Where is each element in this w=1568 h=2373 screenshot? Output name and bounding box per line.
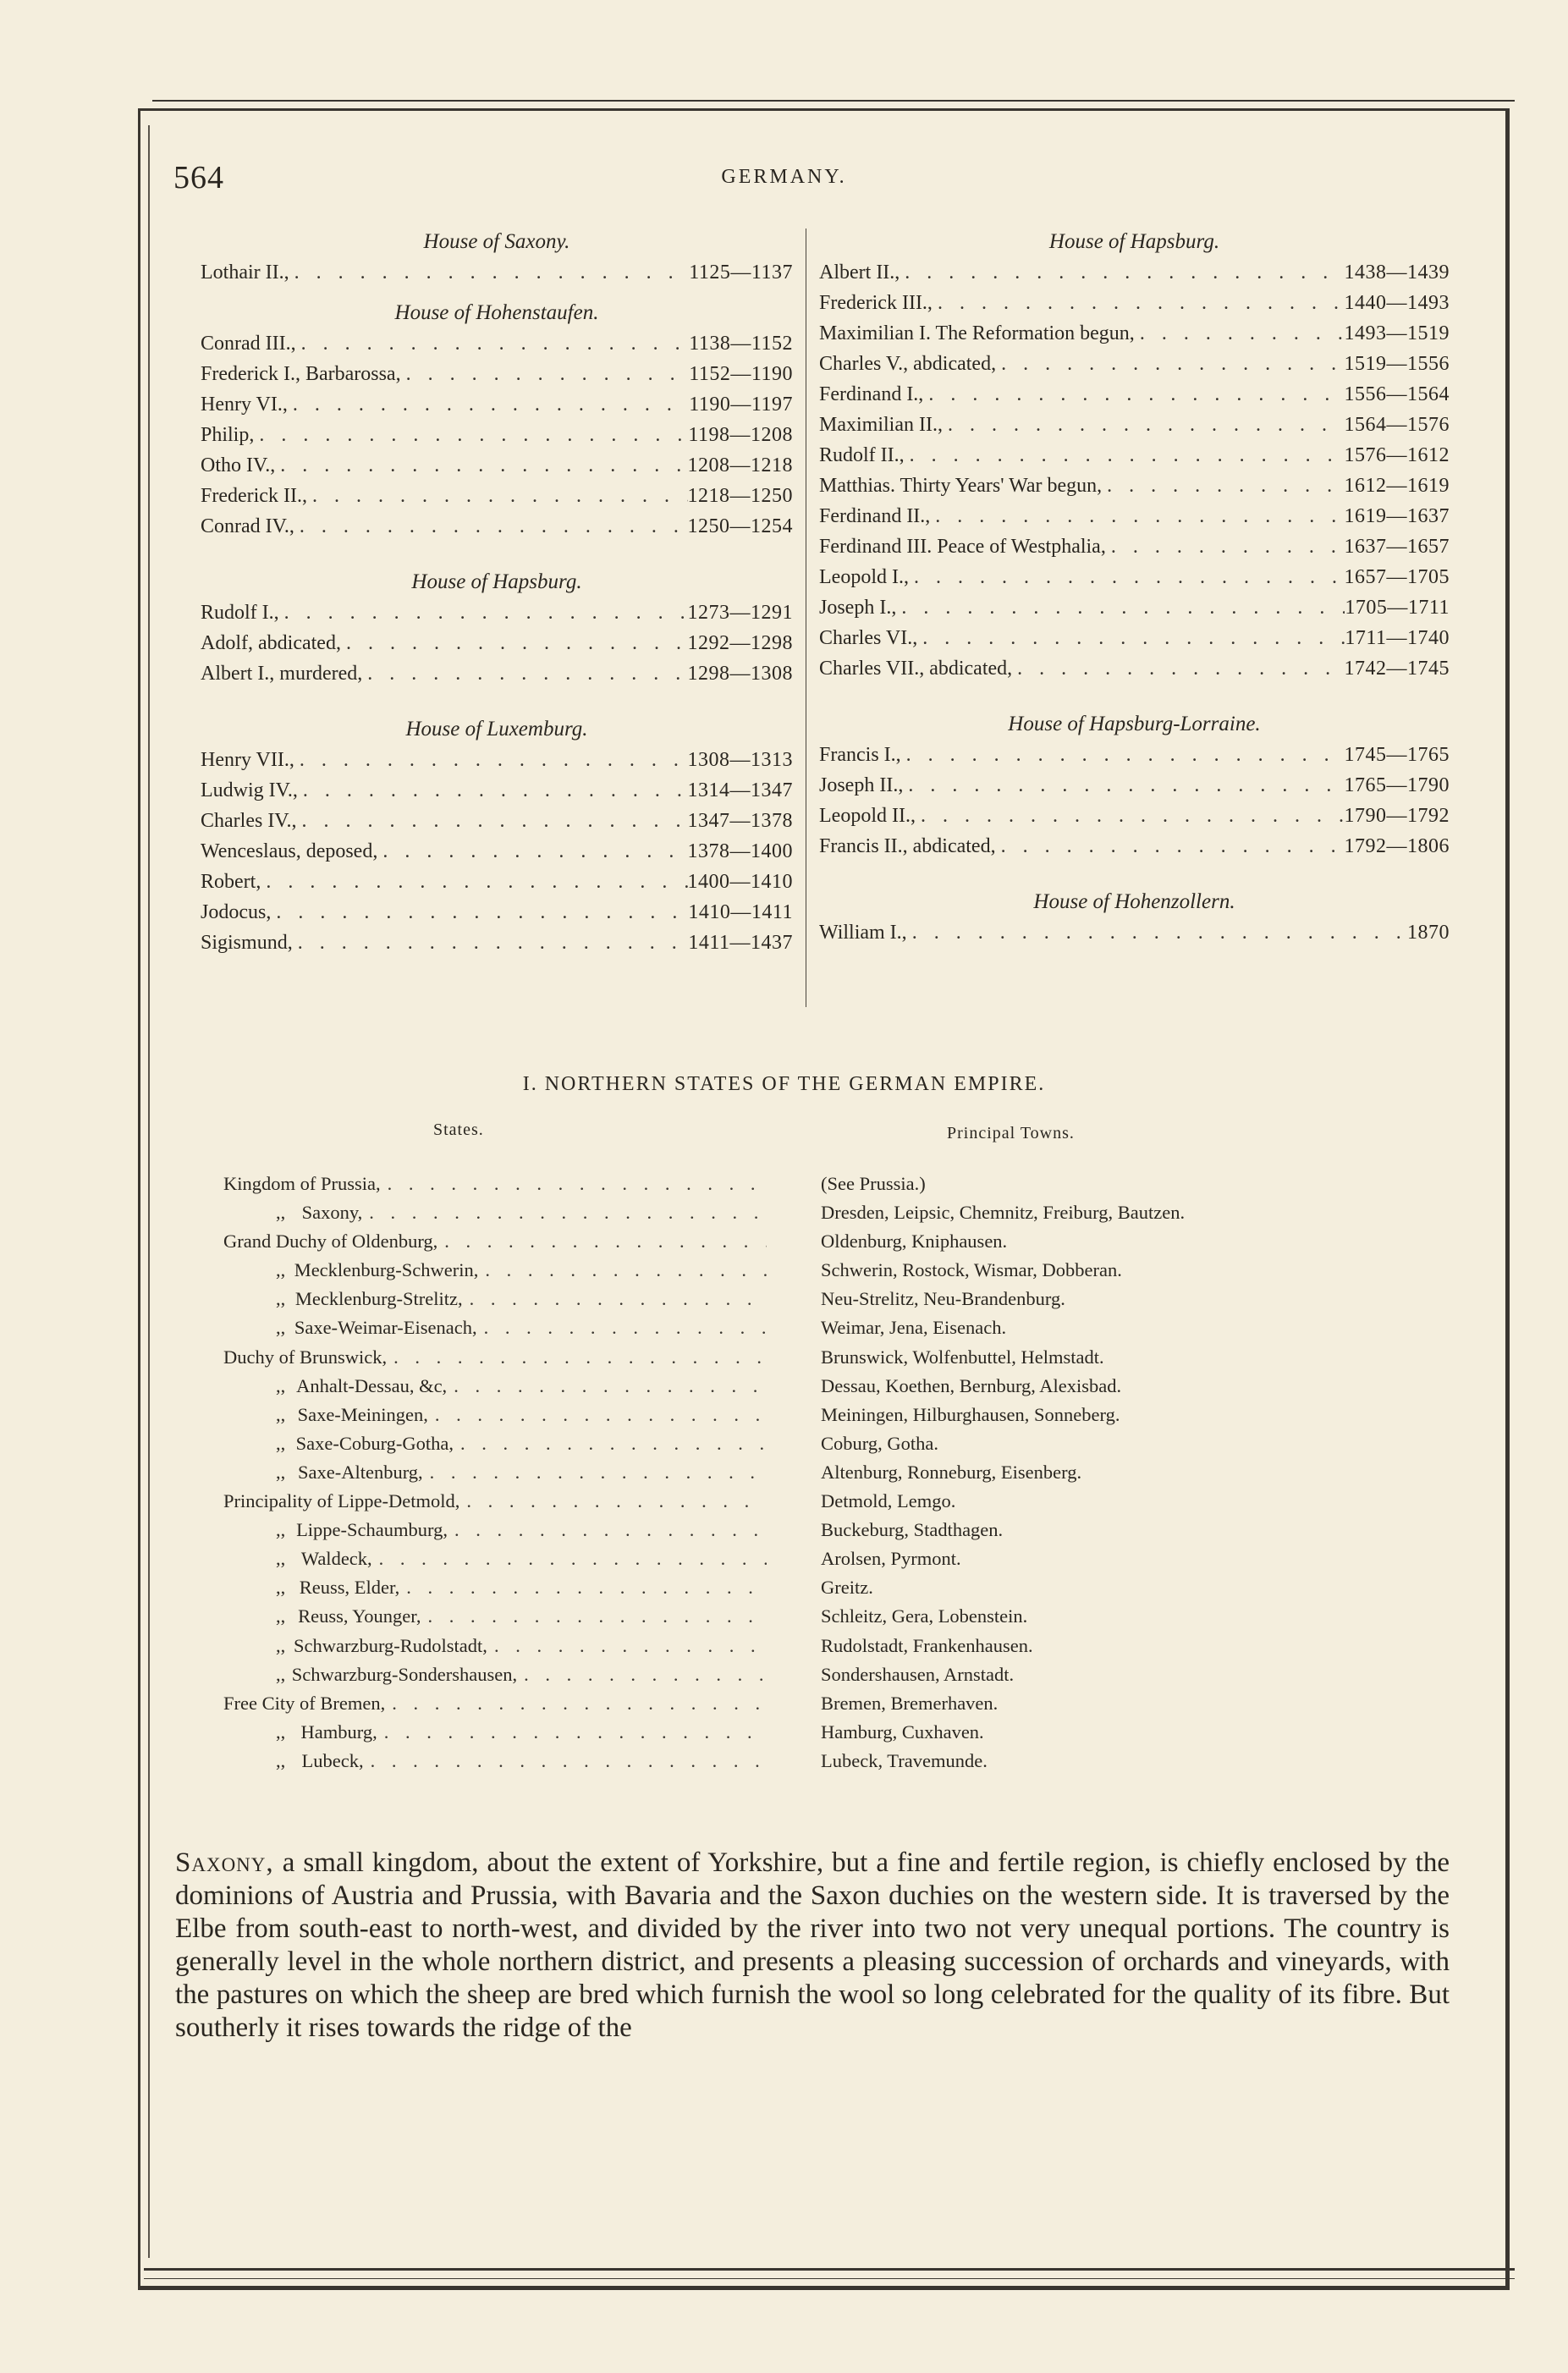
leader-dots bbox=[362, 658, 687, 689]
ruler-row bbox=[201, 867, 793, 897]
ruler-years: 1218—1250 bbox=[687, 485, 793, 507]
principal-towns: Detmold, Lemgo. bbox=[821, 1490, 956, 1512]
state-name: Schwarzburg-Rudolstadt, bbox=[294, 1634, 487, 1656]
ruler-years: 1152—1190 bbox=[689, 363, 793, 385]
ditto-mark: ,, bbox=[276, 1374, 286, 1396]
leader-dots bbox=[923, 379, 1344, 410]
ruler-row bbox=[819, 770, 1450, 801]
ditto-mark: ,, bbox=[276, 1721, 286, 1743]
state-row bbox=[223, 1170, 1450, 1198]
principal-towns: Greitz. bbox=[821, 1577, 873, 1599]
rulers-left-column bbox=[201, 227, 793, 958]
leader-dots bbox=[896, 592, 1345, 623]
leader-dots bbox=[905, 440, 1345, 471]
leader-dots bbox=[930, 501, 1344, 531]
running-head: GERMANY. bbox=[721, 166, 847, 188]
state-cell bbox=[223, 1343, 767, 1372]
towns-column-header: Principal Towns. bbox=[947, 1124, 1075, 1142]
ruler-row bbox=[201, 628, 793, 658]
leader-dots bbox=[293, 928, 689, 958]
ruler-name: Wenceslaus, deposed, bbox=[201, 840, 378, 862]
leader-dots bbox=[421, 1602, 767, 1631]
state-name: Anhalt-Dessau, &c, bbox=[296, 1374, 448, 1396]
ruler-years: 1711—1740 bbox=[1345, 627, 1450, 649]
state-cell bbox=[276, 1458, 767, 1487]
ruler-row bbox=[201, 389, 793, 420]
ruler-years: 1438—1439 bbox=[1344, 262, 1450, 284]
ruler-years: 1347—1378 bbox=[687, 810, 793, 832]
ruler-name: Maximilian II., bbox=[819, 414, 943, 436]
state-cell bbox=[276, 1573, 767, 1602]
ruler-name: Jodocus, bbox=[201, 901, 272, 923]
state-name: Principality of Lippe-Detmold, bbox=[223, 1490, 460, 1512]
leader-dots bbox=[996, 349, 1344, 379]
ruler-name: Lothair II., bbox=[201, 262, 289, 284]
ruler-row bbox=[201, 897, 793, 928]
rulers-right-column bbox=[819, 227, 1450, 948]
principal-towns: Schleitz, Gera, Lobenstein. bbox=[821, 1605, 1028, 1627]
leader-dots bbox=[341, 628, 688, 658]
state-row bbox=[223, 1573, 1450, 1602]
ruler-name: Joseph I., bbox=[819, 597, 897, 619]
leader-dots bbox=[900, 257, 1344, 288]
state-row bbox=[223, 1227, 1450, 1256]
state-row bbox=[223, 1458, 1450, 1487]
leader-dots bbox=[1012, 653, 1344, 684]
principal-towns: Brunswick, Wolfenbuttel, Helmstadt. bbox=[821, 1346, 1104, 1368]
leader-dots bbox=[307, 481, 688, 511]
ruler-name: Albert II., bbox=[819, 262, 900, 284]
page-number: 564 bbox=[173, 160, 224, 195]
ruler-name: Ludwig IV., bbox=[201, 779, 298, 801]
state-row bbox=[223, 1372, 1450, 1401]
leader-dots bbox=[385, 1689, 767, 1718]
ruler-name: Leopold I., bbox=[819, 566, 909, 588]
ruler-row bbox=[201, 359, 793, 389]
ruler-years: 1308—1313 bbox=[687, 749, 793, 771]
ruler-row bbox=[819, 623, 1450, 653]
leader-dots bbox=[459, 1487, 767, 1516]
state-row bbox=[223, 1256, 1450, 1285]
ruler-row bbox=[819, 471, 1450, 501]
state-name: Saxe-Weimar-Eisenach, bbox=[294, 1317, 477, 1339]
ruler-name: Henry VII., bbox=[201, 749, 294, 771]
state-row bbox=[223, 1487, 1450, 1516]
bottom-border-rule bbox=[144, 2268, 1515, 2271]
state-name: Waldeck, bbox=[300, 1548, 372, 1570]
leader-dots bbox=[294, 745, 688, 775]
leader-dots bbox=[428, 1401, 767, 1429]
ruler-name: Adolf, abdicated, bbox=[201, 632, 341, 654]
ruler-name: Frederick I., Barbarossa, bbox=[201, 363, 401, 385]
principal-towns: Dessau, Koethen, Bernburg, Alexisbad. bbox=[821, 1374, 1122, 1396]
leader-dots bbox=[943, 410, 1345, 440]
state-cell bbox=[276, 1256, 767, 1285]
ditto-mark: ,, bbox=[276, 1259, 286, 1281]
ruler-name: Ferdinand I., bbox=[819, 383, 924, 405]
state-row bbox=[223, 1660, 1450, 1689]
leader-dots bbox=[364, 1747, 767, 1776]
leader-dots bbox=[996, 831, 1345, 862]
section-title: I. NORTHERN STATES OF THE GERMAN EMPIRE. bbox=[522, 1073, 1046, 1095]
ruler-name: Conrad III., bbox=[201, 333, 296, 355]
ruler-years: 1792—1806 bbox=[1344, 835, 1450, 857]
ruler-years: 1556—1564 bbox=[1344, 383, 1450, 405]
state-cell bbox=[276, 1602, 767, 1631]
ruler-name: Matthias. Thirty Years' War begun, bbox=[819, 475, 1103, 497]
ruler-years: 1198—1208 bbox=[688, 424, 793, 446]
leader-dots bbox=[294, 511, 688, 542]
ruler-name: Albert I., murdered, bbox=[201, 663, 363, 685]
leader-dots bbox=[463, 1285, 767, 1313]
principal-towns: Bremen, Bremerhaven. bbox=[821, 1692, 999, 1714]
state-name: Lippe-Schaumburg, bbox=[296, 1519, 448, 1541]
house-spacer bbox=[819, 684, 1450, 709]
leader-dots bbox=[298, 775, 688, 806]
state-cell bbox=[276, 1660, 767, 1689]
ruler-years: 1250—1254 bbox=[687, 515, 793, 537]
ruler-row bbox=[819, 440, 1450, 471]
ruler-years: 1519—1556 bbox=[1344, 353, 1450, 375]
ditto-mark: ,, bbox=[276, 1605, 286, 1627]
principal-towns: Sondershausen, Arnstadt. bbox=[821, 1663, 1015, 1685]
state-cell bbox=[276, 1516, 767, 1544]
ruler-name: Philip, bbox=[201, 424, 255, 446]
ruler-years: 1273—1291 bbox=[687, 602, 793, 624]
ruler-row bbox=[201, 658, 793, 689]
state-name: Mecklenburg-Schwerin, bbox=[294, 1259, 479, 1281]
ruler-years: 1400—1410 bbox=[687, 871, 793, 893]
ruler-years: 1576—1612 bbox=[1344, 444, 1450, 466]
ruler-name: Robert, bbox=[201, 871, 261, 893]
ditto-mark: ,, bbox=[276, 1432, 286, 1454]
state-cell bbox=[276, 1285, 767, 1313]
state-row bbox=[223, 1516, 1450, 1544]
leader-dots bbox=[1106, 531, 1345, 562]
ditto-mark: ,, bbox=[276, 1548, 286, 1570]
state-cell bbox=[276, 1544, 767, 1573]
state-row bbox=[223, 1632, 1450, 1660]
ditto-mark: ,, bbox=[276, 1577, 286, 1599]
principal-towns: Oldenburg, Kniphausen. bbox=[821, 1231, 1008, 1253]
leader-dots bbox=[377, 1718, 767, 1747]
ruler-name: Maximilian I. The Reformation begun, bbox=[819, 322, 1135, 344]
ruler-row bbox=[819, 410, 1450, 440]
state-row bbox=[223, 1343, 1450, 1372]
ruler-row bbox=[819, 349, 1450, 379]
state-row bbox=[223, 1198, 1450, 1227]
state-row bbox=[223, 1313, 1450, 1342]
ruler-row bbox=[819, 288, 1450, 318]
principal-towns: Schwerin, Rostock, Wismar, Dobberan. bbox=[821, 1259, 1122, 1281]
ruler-row bbox=[201, 511, 793, 542]
state-name: Grand Duchy of Oldenburg, bbox=[223, 1231, 438, 1253]
ruler-years: 1411—1437 bbox=[688, 932, 793, 954]
state-row bbox=[223, 1602, 1450, 1631]
ruler-row bbox=[201, 481, 793, 511]
ruler-row bbox=[819, 831, 1450, 862]
state-name: Saxe-Coburg-Gotha, bbox=[295, 1432, 454, 1454]
ruler-years: 1138—1152 bbox=[689, 333, 793, 355]
house-title: House of Hohenzollern. bbox=[1033, 890, 1235, 913]
state-cell bbox=[276, 1372, 767, 1401]
state-row bbox=[223, 1285, 1450, 1313]
ruler-name: Charles V., abdicated, bbox=[819, 353, 997, 375]
state-row bbox=[223, 1544, 1450, 1573]
leader-dots bbox=[447, 1372, 767, 1401]
ruler-name: Leopold II., bbox=[819, 805, 916, 827]
ruler-row bbox=[819, 801, 1450, 831]
leader-dots bbox=[903, 770, 1344, 801]
state-name: Saxe-Meiningen, bbox=[297, 1403, 428, 1425]
house-spacer bbox=[201, 689, 793, 714]
ruler-years: 1870 bbox=[1407, 922, 1450, 944]
ruler-years: 1125—1137 bbox=[689, 262, 793, 284]
ruler-name: Francis II., abdicated, bbox=[819, 835, 996, 857]
ruler-years: 1619—1637 bbox=[1344, 505, 1450, 527]
ruler-name: Henry VI., bbox=[201, 394, 288, 416]
leader-dots bbox=[901, 740, 1345, 770]
principal-towns: Neu-Strelitz, Neu-Brandenburg. bbox=[821, 1288, 1065, 1310]
house-title: House of Saxony. bbox=[423, 230, 570, 253]
state-cell bbox=[276, 1718, 767, 1747]
ruler-name: Charles IV., bbox=[201, 810, 297, 832]
ruler-name: Ferdinand II., bbox=[819, 505, 931, 527]
state-name: Hamburg, bbox=[300, 1721, 377, 1743]
state-name: Duchy of Brunswick, bbox=[223, 1346, 388, 1368]
leader-dots bbox=[401, 359, 690, 389]
state-name: Saxony, bbox=[301, 1202, 363, 1224]
ruler-name: William I., bbox=[819, 922, 907, 944]
leader-dots bbox=[437, 1227, 767, 1256]
state-cell bbox=[223, 1689, 767, 1718]
state-name: Schwarzburg-Sondershausen, bbox=[291, 1663, 518, 1685]
leader-dots bbox=[917, 623, 1345, 653]
leader-dots bbox=[289, 257, 690, 288]
leader-dots bbox=[907, 917, 1407, 948]
state-cell bbox=[276, 1401, 767, 1429]
states-table bbox=[223, 1170, 1450, 1776]
ruler-years: 1298—1308 bbox=[687, 663, 793, 685]
principal-towns: Lubeck, Travemunde. bbox=[821, 1749, 988, 1771]
leader-dots bbox=[387, 1343, 767, 1372]
ruler-name: Frederick III., bbox=[819, 292, 933, 314]
ruler-row bbox=[819, 531, 1450, 562]
state-cell bbox=[223, 1227, 767, 1256]
state-row bbox=[223, 1429, 1450, 1458]
leader-dots bbox=[399, 1573, 767, 1602]
ruler-row bbox=[201, 597, 793, 628]
leader-dots bbox=[916, 801, 1345, 831]
ruler-row bbox=[819, 653, 1450, 684]
state-name: Reuss, Elder, bbox=[299, 1577, 400, 1599]
principal-towns: Rudolstadt, Frankenhausen. bbox=[821, 1634, 1033, 1656]
leader-dots bbox=[477, 1313, 767, 1342]
ruler-name: Rudolf II., bbox=[819, 444, 905, 466]
state-name: Reuss, Younger, bbox=[298, 1605, 421, 1627]
principal-towns: Arolsen, Pyrmont. bbox=[821, 1548, 961, 1570]
leader-dots bbox=[478, 1256, 767, 1285]
ruler-years: 1612—1619 bbox=[1344, 475, 1450, 497]
leader-dots bbox=[271, 897, 688, 928]
paragraph-text: a small kingdom, about the extent of Yorkshire, but a fine and fertile region, is chiefly enclosed by the dominions of Austria and Prussia, with Bavaria and the Saxon duchies on the western side. It is traversed by the Elbe from south-east to north-west, and divided by the river into two not very unequal portions. The country is generally level in the whole northern district, and presents a pleasing succession of orchards and vineyards, with the pastures on which the sheep are bred which furnish the wool so long celebrated for the quality of its fibre. But southerly it rises towards the ridge of the bbox=[175, 1847, 1450, 2043]
leader-dots bbox=[254, 420, 688, 450]
body-paragraph bbox=[175, 1847, 1450, 2045]
state-name: Kingdom of Prussia, bbox=[223, 1173, 381, 1194]
paragraph-lead: Saxony, bbox=[175, 1847, 274, 1878]
bottom-border-rule-thin bbox=[144, 2278, 1515, 2279]
leader-dots bbox=[372, 1544, 767, 1573]
ruler-row bbox=[201, 745, 793, 775]
leader-dots bbox=[909, 562, 1345, 592]
ruler-name: Sigismund, bbox=[201, 932, 293, 954]
state-row bbox=[223, 1401, 1450, 1429]
principal-towns: Buckeburg, Stadthagen. bbox=[821, 1519, 1004, 1541]
house-spacer bbox=[819, 862, 1450, 887]
state-cell bbox=[276, 1313, 767, 1342]
principal-towns: (See Prussia.) bbox=[821, 1173, 926, 1194]
ruler-years: 1208—1218 bbox=[687, 454, 793, 476]
principal-towns: Coburg, Gotha. bbox=[821, 1432, 938, 1454]
ruler-name: Frederick II., bbox=[201, 485, 307, 507]
principal-towns: Hamburg, Cuxhaven. bbox=[821, 1721, 984, 1743]
ruler-years: 1745—1765 bbox=[1344, 744, 1450, 766]
ruler-row bbox=[201, 257, 793, 288]
state-cell bbox=[223, 1170, 767, 1198]
ruler-row bbox=[201, 450, 793, 481]
ditto-mark: ,, bbox=[276, 1288, 286, 1310]
ruler-years: 1314—1347 bbox=[687, 779, 793, 801]
house-title: House of Hohenstaufen. bbox=[394, 301, 599, 324]
ruler-row bbox=[819, 318, 1450, 349]
leader-dots bbox=[517, 1660, 767, 1689]
leader-dots bbox=[1102, 471, 1344, 501]
state-name: Lubeck, bbox=[301, 1749, 364, 1771]
ruler-years: 1440—1493 bbox=[1344, 292, 1450, 314]
leader-dots bbox=[377, 836, 687, 867]
state-cell bbox=[276, 1198, 767, 1227]
leader-dots bbox=[487, 1632, 767, 1660]
state-name: Mecklenburg-Strelitz, bbox=[294, 1288, 463, 1310]
ruler-row bbox=[201, 420, 793, 450]
ruler-name: Joseph II., bbox=[819, 774, 904, 796]
state-cell bbox=[276, 1747, 767, 1776]
ruler-row bbox=[819, 257, 1450, 288]
ditto-mark: ,, bbox=[276, 1202, 286, 1224]
house-spacer bbox=[201, 288, 793, 298]
ruler-years: 1493—1519 bbox=[1344, 322, 1450, 344]
state-name: Free City of Bremen, bbox=[223, 1692, 386, 1714]
ruler-years: 1378—1400 bbox=[687, 840, 793, 862]
leader-dots bbox=[362, 1198, 767, 1227]
ruler-name: Rudolf I., bbox=[201, 602, 279, 624]
leader-dots bbox=[423, 1458, 767, 1487]
principal-towns: Meiningen, Hilburghausen, Sonneberg. bbox=[821, 1403, 1120, 1425]
house-title: House of Hapsburg. bbox=[411, 570, 582, 593]
house-title: House of Hapsburg-Lorraine. bbox=[1008, 713, 1261, 735]
leader-dots bbox=[381, 1170, 767, 1198]
ruler-years: 1742—1745 bbox=[1344, 658, 1450, 680]
ruler-years: 1292—1298 bbox=[687, 632, 793, 654]
ruler-years: 1190—1197 bbox=[689, 394, 793, 416]
state-cell bbox=[276, 1429, 767, 1458]
house-title: House of Luxemburg. bbox=[405, 718, 588, 741]
principal-towns: Altenburg, Ronneburg, Eisenberg. bbox=[821, 1461, 1082, 1483]
ditto-mark: ,, bbox=[276, 1634, 286, 1656]
leader-dots bbox=[454, 1429, 767, 1458]
ditto-mark: ,, bbox=[276, 1663, 286, 1685]
ruler-row bbox=[819, 740, 1450, 770]
ruler-name: Charles VI., bbox=[819, 627, 918, 649]
state-row bbox=[223, 1747, 1450, 1776]
ruler-row bbox=[201, 806, 793, 836]
ruler-years: 1765—1790 bbox=[1344, 774, 1450, 796]
ruler-name: Francis I., bbox=[819, 744, 901, 766]
ruler-years: 1790—1792 bbox=[1344, 805, 1450, 827]
ruler-row bbox=[201, 928, 793, 958]
top-border-rule bbox=[152, 100, 1515, 102]
principal-towns: Dresden, Leipsic, Chemnitz, Freiburg, Bautzen. bbox=[821, 1202, 1186, 1224]
ruler-years: 1410—1411 bbox=[688, 901, 793, 923]
state-cell bbox=[276, 1632, 767, 1660]
leader-dots bbox=[933, 288, 1345, 318]
ruler-row bbox=[819, 379, 1450, 410]
ruler-row bbox=[819, 562, 1450, 592]
leader-dots bbox=[279, 597, 688, 628]
ditto-mark: ,, bbox=[276, 1403, 286, 1425]
ruler-years: 1705—1711 bbox=[1345, 597, 1450, 619]
leader-dots bbox=[288, 389, 689, 420]
state-cell bbox=[223, 1487, 767, 1516]
ruler-row bbox=[819, 917, 1450, 948]
leader-dots bbox=[297, 806, 688, 836]
ruler-row bbox=[201, 328, 793, 359]
ruler-row bbox=[201, 836, 793, 867]
ditto-mark: ,, bbox=[276, 1519, 286, 1541]
leader-dots bbox=[448, 1516, 767, 1544]
states-column-header: States. bbox=[433, 1120, 484, 1139]
principal-towns: Weimar, Jena, Eisenach. bbox=[821, 1317, 1007, 1339]
ruler-name: Conrad IV., bbox=[201, 515, 294, 537]
ruler-name: Otho IV., bbox=[201, 454, 276, 476]
house-title: House of Hapsburg. bbox=[1048, 230, 1220, 253]
ditto-mark: ,, bbox=[276, 1461, 286, 1483]
state-row bbox=[223, 1689, 1450, 1718]
house-spacer bbox=[201, 542, 793, 567]
ditto-mark: ,, bbox=[276, 1317, 286, 1339]
ruler-row bbox=[201, 775, 793, 806]
state-row bbox=[223, 1718, 1450, 1747]
leader-dots bbox=[275, 450, 687, 481]
leader-dots bbox=[1135, 318, 1345, 349]
ruler-name: Charles VII., abdicated, bbox=[819, 658, 1013, 680]
ruler-years: 1657—1705 bbox=[1344, 566, 1450, 588]
ruler-years: 1637—1657 bbox=[1344, 536, 1450, 558]
ruler-name: Ferdinand III. Peace of Westphalia, bbox=[819, 536, 1106, 558]
state-name: Saxe-Altenburg, bbox=[297, 1461, 423, 1483]
leader-dots bbox=[296, 328, 690, 359]
ruler-years: 1564—1576 bbox=[1344, 414, 1450, 436]
ruler-row bbox=[819, 592, 1450, 623]
ruler-row bbox=[819, 501, 1450, 531]
ditto-mark: ,, bbox=[276, 1749, 286, 1771]
leader-dots bbox=[261, 867, 687, 897]
